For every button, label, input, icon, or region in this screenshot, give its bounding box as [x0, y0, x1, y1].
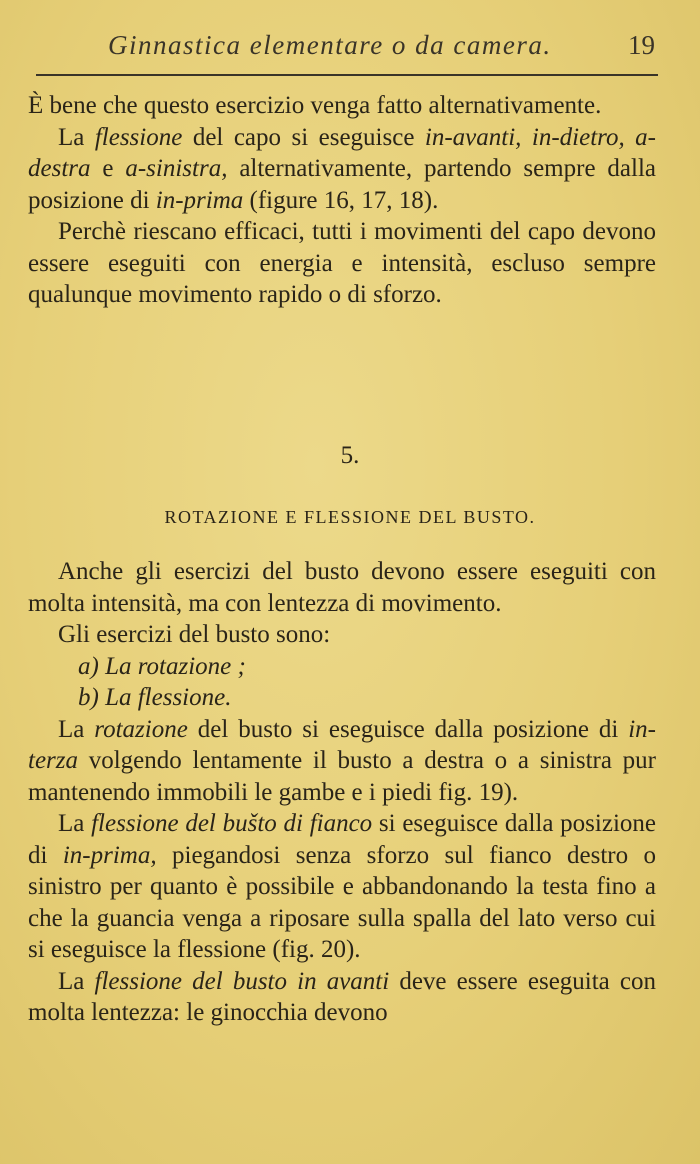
- list-marker: a): [78, 652, 99, 680]
- page-number: 19: [628, 30, 655, 60]
- text-run: deve essere eseguita con molta lentezza: le ginocchia devono: [28, 967, 657, 1026]
- section-number: 5.: [340, 442, 360, 469]
- italic-term: a-sinistra,: [125, 155, 228, 182]
- text-run: La: [58, 715, 95, 743]
- italic-term: rotazione: [94, 715, 188, 743]
- paragraph: [28, 966, 656, 1029]
- text-run: del busto si eseguisce dalla posizione di: [187, 715, 629, 743]
- paragraph: [28, 122, 656, 217]
- paragraph: Perchè riescano efficaci, tutti i movimenti del capo devono essere eseguiti con energia e intensità, escluso sempre qualunque movimento rapido o di sforzo.: [28, 218, 656, 308]
- list-item: [28, 682, 656, 714]
- text-run: La: [58, 967, 95, 995]
- list-marker: b): [78, 684, 99, 711]
- text-run: piegandosi senza sforzo sul fianco destro o sinistro per quanto è possibile e abbandonando la testa fino a che la guancia venga a riposare sulla spalla del lato verso cui si eseguisce la flessione (fig. 20).: [28, 841, 656, 963]
- text-run: si eseguisce dalla posizione di: [28, 810, 656, 869]
- text-block-1: [28, 90, 656, 311]
- italic-term: flessione del busto in avanti: [94, 967, 390, 995]
- paragraph: Gli esercizi del busto sono:: [58, 621, 331, 648]
- paragraph: Anche gli esercizi del busto devono essere eseguiti con molta intensità, ma con lentezza di movimento.: [28, 558, 656, 617]
- text-run: La: [58, 810, 92, 837]
- header-rule: [36, 74, 658, 76]
- section-title: ROTAZIONE E FLESSIONE DEL BUSTO.: [164, 507, 536, 527]
- text-run: e: [90, 155, 126, 182]
- paragraph: È bene che questo esercizio venga fatto alternativamente.: [28, 92, 602, 119]
- text-run: La: [58, 123, 95, 151]
- italic-term: in-terza: [28, 715, 656, 774]
- italic-term: flessione del bušto di fianco: [91, 810, 373, 837]
- list-text: La flessione.: [98, 684, 232, 711]
- text-block-2: [28, 556, 656, 1029]
- text-run: alternativamente, partendo sempre dalla posizione di: [28, 155, 656, 214]
- list-text: La rotazione ;: [98, 652, 246, 680]
- paragraph: [28, 808, 656, 966]
- italic-term: flessione: [94, 123, 183, 151]
- italic-term: in-prima: [155, 186, 244, 214]
- italic-term: in-avanti, in-dietro, a-destra: [28, 123, 656, 182]
- paragraph: [28, 714, 656, 809]
- text-run: del capo si eseguisce: [182, 123, 425, 151]
- text-run: volgendo lentamente il busto a destra o a sinistra pur mantenendo immobili le gambe e i piedi fig. 19).: [28, 747, 656, 806]
- list-item: [28, 651, 656, 683]
- italic-term: in-prima,: [62, 841, 157, 869]
- running-title: Ginnastica elementare o da camera.: [108, 30, 552, 60]
- text-run: (figure 16, 17, 18).: [243, 186, 439, 214]
